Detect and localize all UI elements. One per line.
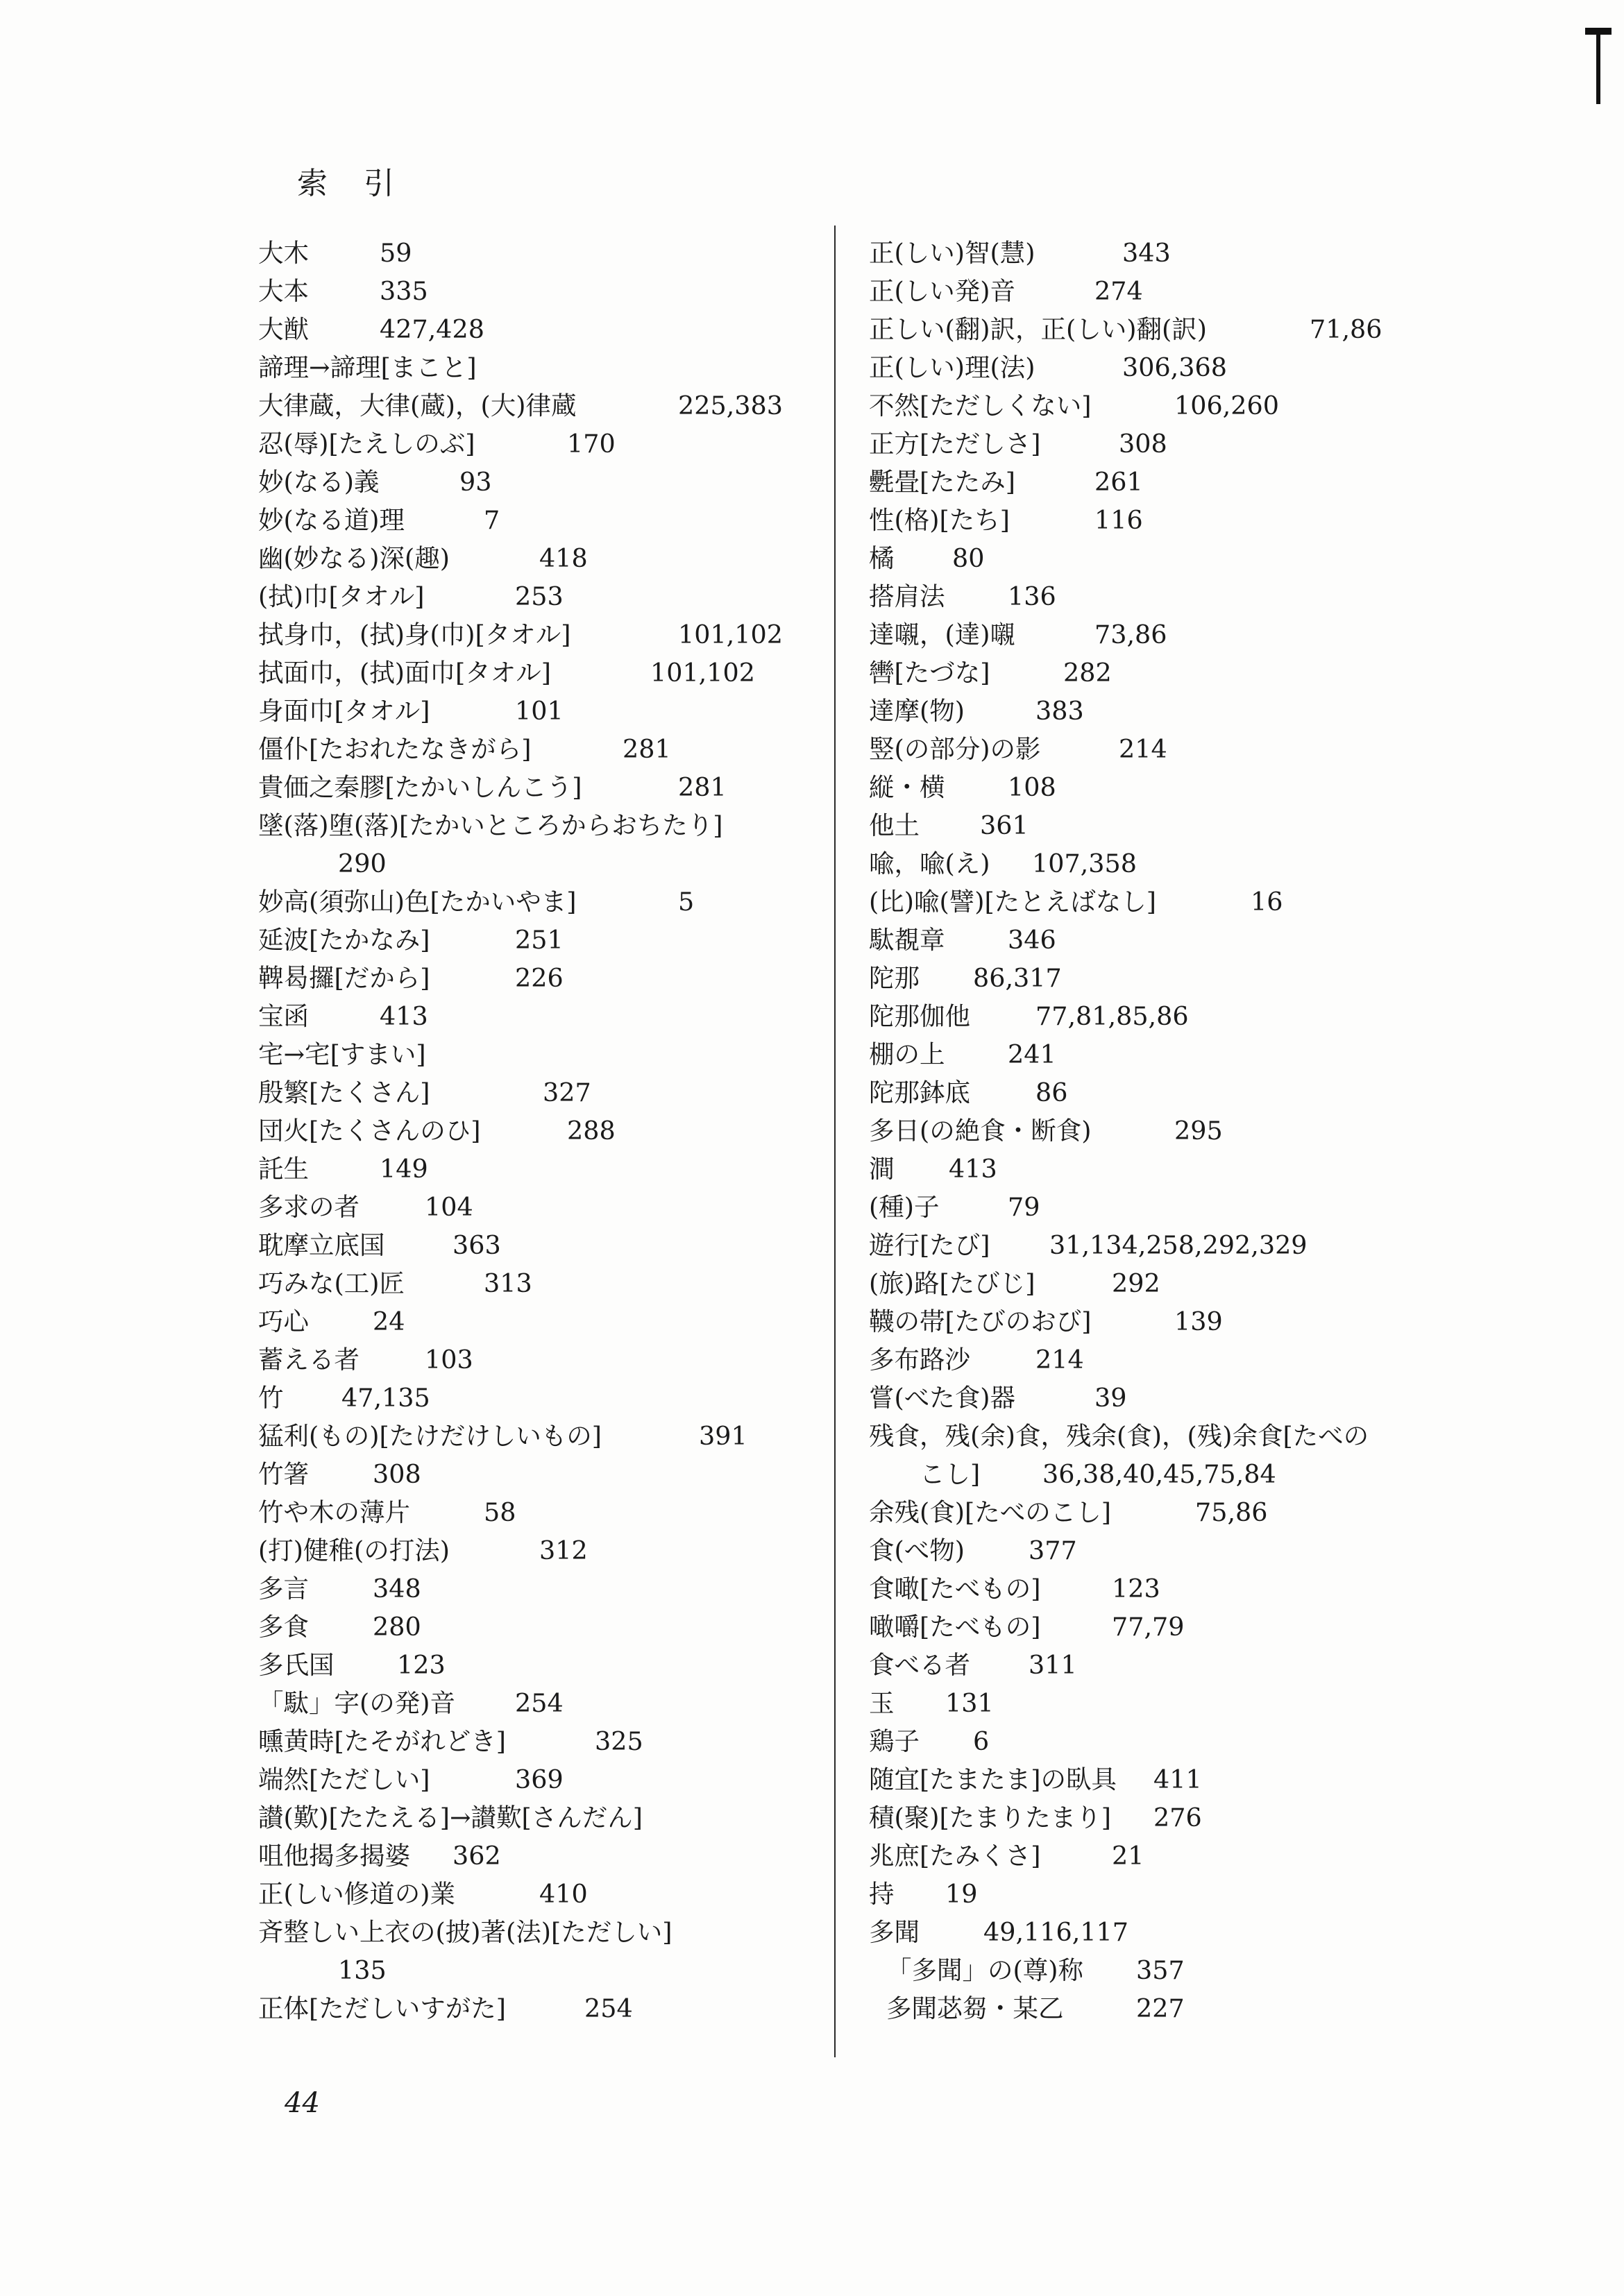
index-entry [258,1035,813,1073]
index-entry [869,844,1438,883]
index-entry [258,1226,813,1264]
page-reference: 369 [515,1764,564,1794]
page-reference: 312 [539,1536,588,1565]
index-term: 「多聞」の(尊)称 [886,1955,1083,1985]
index-entry [258,463,813,501]
page-reference: 254 [515,1688,564,1718]
page-reference: 325 [595,1726,643,1756]
page-reference: 391 [699,1421,747,1451]
index-term: 竹 [258,1383,284,1413]
page-reference: 71,86 [1310,314,1382,344]
index-entry [869,1531,1438,1570]
page-reference: 86 [1035,1078,1068,1107]
index-entry [258,883,813,921]
index-entry [258,1531,813,1570]
scan-edge-mark [1585,28,1612,35]
index-entry [258,844,813,883]
page-reference: 47,135 [341,1383,430,1413]
index-term: 食べる者 [869,1650,970,1680]
index-term: 澗 [869,1154,895,1184]
page-reference: 135 [338,1955,387,1985]
index-term: 拭面巾，(拭)面巾[タオル] [258,658,551,688]
index-term: 妙(なる道)理 [258,505,405,535]
page-reference: 107,358 [1032,849,1137,878]
page-reference: 7 [484,505,500,535]
index-entry [869,768,1438,806]
index-entry [869,883,1438,921]
index-term: 宅→宅[すまい] [258,1039,426,1069]
index-term: 多求の者 [258,1192,360,1222]
index-entry [258,1188,813,1226]
index-term: 縦・横 [869,772,945,802]
index-entry [869,1570,1438,1608]
scan-edge-mark [1596,28,1600,104]
index-entry [869,425,1438,463]
index-term: 大猷 [258,314,309,344]
index-entry [869,1035,1438,1073]
index-term: 残食，残(余)食，残余(食)，(残)余食[たべの [869,1421,1369,1451]
page-reference: 101,102 [650,658,755,688]
page-reference: 241 [1008,1039,1056,1069]
page-number: 44 [285,2087,320,2119]
page-reference: 49,116,117 [983,1917,1128,1947]
index-term: 斉整しい上衣の(披)著(法)[ただしい] [258,1917,673,1947]
index-entry [869,997,1438,1035]
index-term: 氎畳[たたみ] [869,467,1015,497]
column-divider [834,226,836,2057]
page-reference: 306,368 [1122,352,1227,382]
index-term: 多布路沙 [869,1345,970,1375]
page-reference: 116 [1094,505,1143,535]
index-term: 他土 [869,810,920,840]
page-reference: 104 [425,1192,473,1222]
index-entry [258,1417,813,1455]
page-reference: 226 [515,963,564,993]
page-reference: 261 [1094,467,1143,497]
page-reference: 348 [373,1574,421,1604]
index-term: (種)子 [869,1192,940,1222]
index-term: 鞞曷攞[だから] [258,963,430,993]
page-reference: 361 [980,810,1029,840]
page-reference: 6 [973,1726,990,1756]
page-reference: 123 [397,1650,446,1680]
index-entry [258,272,813,310]
index-entry [869,1684,1438,1722]
index-term: 端然[ただしい] [258,1764,430,1794]
index-term: 陀那 [869,963,920,993]
index-entry [869,1646,1438,1684]
page-reference: 253 [515,581,564,611]
page-reference: 308 [373,1459,421,1489]
page-reference: 410 [539,1879,588,1909]
index-term: 猛利(もの)[たけだけしいもの] [258,1421,602,1451]
page-reference: 86,317 [973,963,1062,993]
index-entry [869,1913,1438,1951]
index-term: 讃(歎)[たたえる]→讃歎[さんだん] [258,1803,643,1832]
index-term: 曛黄時[たそがれどき] [258,1726,506,1756]
index-term: (旅)路[たびじ] [869,1268,1035,1298]
page-reference: 282 [1063,658,1112,688]
index-term: 正(しい発)音 [869,276,1015,306]
page-reference: 311 [1029,1650,1077,1680]
index-entry [258,806,813,844]
index-entry [869,1264,1438,1302]
index-entry [869,501,1438,539]
page-reference: 254 [584,1993,633,2023]
index-entry [258,348,813,386]
index-entry [869,1493,1438,1531]
index-term: 駄覩章 [869,925,945,955]
page-reference: 313 [484,1268,532,1298]
index-term: 墜(落)堕(落)[たかいところからおちたり] [258,810,723,840]
index-term: 蓄える者 [258,1345,360,1375]
page-reference: 103 [425,1345,473,1375]
index-entry [869,234,1438,272]
index-entry [869,806,1438,844]
page-reference: 108 [1008,772,1056,802]
page-reference: 136 [1008,581,1056,611]
page-reference: 16 [1251,887,1283,917]
index-term: 拭身巾，(拭)身(巾)[タオル] [258,620,571,649]
page-reference: 251 [515,925,564,955]
page-reference: 79 [1008,1192,1040,1222]
index-entry [258,1722,813,1760]
page-reference: 36,38,40,45,75,84 [1042,1459,1276,1489]
index-entry [258,1608,813,1646]
page-reference: 5 [678,887,695,917]
index-term: 多聞苾芻・某乙 [886,1993,1064,2023]
page-reference: 413 [949,1154,997,1184]
page-reference: 383 [1035,696,1084,726]
index-column-left [258,234,813,2027]
page-header: 索引 [297,166,430,201]
index-term: 竹箸 [258,1459,309,1489]
index-term: こし] [869,1459,981,1489]
index-entry [869,348,1438,386]
index-term: 多氏国 [258,1650,335,1680]
index-term: 妙(なる)義 [258,467,380,497]
index-term: 達嚫，(達)嚫 [869,620,1015,649]
index-term: 巧みな(工)匠 [258,1268,405,1298]
page-reference: 295 [1174,1116,1223,1146]
index-entry [258,425,813,463]
page-reference: 335 [380,276,428,306]
index-term: 玉 [869,1688,895,1718]
index-entry [258,997,813,1035]
index-term: 正(しい)智(慧) [869,238,1035,268]
index-entry [869,692,1438,730]
index-entry [869,1760,1438,1798]
index-entry [869,1989,1438,2027]
page-reference: 290 [338,849,387,878]
index-entry [869,1112,1438,1150]
index-entry [869,577,1438,615]
index-entry [258,1264,813,1302]
index-term: 積(聚)[たまりたまり] [869,1803,1111,1832]
index-term: 殷繁[たくさん] [258,1078,430,1107]
index-entry [869,386,1438,425]
index-entry [258,1455,813,1493]
index-entry [869,272,1438,310]
page-reference: 413 [380,1001,428,1031]
page-reference: 281 [623,734,671,764]
index-term: 耽摩立底国 [258,1230,385,1260]
page-reference: 24 [373,1307,405,1336]
page-reference: 327 [543,1078,591,1107]
index-entry [258,1073,813,1112]
page-reference: 39 [1094,1383,1127,1413]
index-entry [258,1951,813,1989]
index-term: 轡[たづな] [869,658,990,688]
index-entry [869,1188,1438,1226]
index-term: 多聞 [869,1917,920,1947]
index-entry [258,654,813,692]
index-term: 身面巾[タオル] [258,696,430,726]
index-entry [258,1875,813,1913]
page-reference: 280 [373,1612,421,1642]
index-term: 諦理→諦理[まこと] [258,352,477,382]
index-entry [258,1379,813,1417]
page-reference: 19 [945,1879,978,1909]
page-reference: 139 [1174,1307,1223,1336]
index-column-right [869,234,1438,2027]
page-reference: 21 [1112,1841,1144,1871]
index-term: 多日(の絶食・断食) [869,1116,1092,1146]
index-term: 貴価之秦膠[たかいしんこう] [258,772,582,802]
index-entry [258,1684,813,1722]
page-reference: 123 [1112,1574,1160,1604]
index-entry [869,1608,1438,1646]
index-term: 陀那伽他 [869,1001,970,1031]
index-term: 正方[ただしさ] [869,429,1041,459]
index-entry [869,1302,1438,1341]
index-term: 宝函 [258,1001,309,1031]
index-entry [258,1302,813,1341]
index-entry [258,730,813,768]
index-term: 食噉[たべもの] [869,1574,1041,1604]
index-term: 達摩(物) [869,696,965,726]
page-reference: 362 [452,1841,501,1871]
page-reference: 75,86 [1195,1497,1268,1527]
page-reference: 131 [945,1688,994,1718]
page-reference: 292 [1112,1268,1160,1298]
page-reference: 363 [452,1230,501,1260]
page-reference: 93 [459,467,492,497]
index-entry [258,1150,813,1188]
index-entry [258,1989,813,2027]
index-term: 随宜[たまたま]の臥具 [869,1764,1117,1794]
page-reference: 427,428 [380,314,484,344]
index-entry [258,921,813,959]
index-term: 正(しい)理(法) [869,352,1035,382]
index-entry [869,1150,1438,1188]
index-term: 大木 [258,238,309,268]
index-entry [869,959,1438,997]
index-term: 竪(の部分)の影 [869,734,1041,764]
index-term: 僵仆[たおれたなきがら] [258,734,532,764]
index-entry [869,310,1438,348]
page-reference: 214 [1119,734,1167,764]
index-entry [869,730,1438,768]
index-entry [258,1837,813,1875]
index-entry [258,1760,813,1798]
index-term: (拭)巾[タオル] [258,581,425,611]
index-entry [258,386,813,425]
index-entry [258,234,813,272]
index-term: 喩，喩(え) [869,849,990,878]
page-reference: 77,79 [1112,1612,1185,1642]
index-term: 大律蔵，大律(蔵)，(大)律蔵 [258,391,577,420]
page-reference: 343 [1122,238,1171,268]
index-term: 韈の帯[たびのおび] [869,1307,1092,1336]
page-reference: 357 [1136,1955,1185,1985]
index-term: 持 [869,1879,895,1909]
index-entry [869,921,1438,959]
index-term: 多言 [258,1574,309,1604]
page-reference: 80 [952,543,985,573]
page-reference: 225,383 [678,391,783,420]
page-reference: 73,86 [1094,620,1167,649]
page-reference: 274 [1094,276,1143,306]
index-term: 兆庶[たみくさ] [869,1841,1041,1871]
page-reference: 58 [484,1497,516,1527]
page-reference: 170 [567,429,616,459]
index-entry [258,768,813,806]
index-term: 性(格)[たち] [869,505,1010,535]
index-term: 団火[たくさんのひ] [258,1116,481,1146]
index-entry [869,1226,1438,1264]
page-reference: 308 [1119,429,1167,459]
index-entry [869,1951,1438,1989]
index-entry [258,692,813,730]
index-term: 大本 [258,276,309,306]
page-reference: 288 [567,1116,616,1146]
index-term: 幽(妙なる)深(趣) [258,543,450,573]
index-entry [258,1646,813,1684]
index-entry [869,1379,1438,1417]
page-reference: 31,134,258,292,329 [1049,1230,1308,1260]
index-term: 正しい(翻)訳，正(しい)翻(訳) [869,314,1207,344]
index-term: 妙高(須弥山)色[たかいやま] [258,887,577,917]
index-term: 「駄」字(の発)音 [258,1688,455,1718]
index-entry [258,539,813,577]
index-term: 食(べ物) [869,1536,965,1565]
index-entry [869,1875,1438,1913]
page-reference: 411 [1153,1764,1202,1794]
index-entry [869,539,1438,577]
index-entry [869,1455,1438,1493]
index-term: 鶏子 [869,1726,920,1756]
index-entry [869,1341,1438,1379]
index-entry [258,959,813,997]
index-term: 嘗(べた食)器 [869,1383,1015,1413]
index-entry [869,463,1438,501]
index-term: 正(しい修道の)業 [258,1879,455,1909]
index-term: 不然[ただしくない] [869,391,1092,420]
page-reference: 418 [539,543,588,573]
index-entry [258,1913,813,1951]
page-reference: 227 [1136,1993,1185,2023]
index-entry [869,1073,1438,1112]
index-entry [869,1837,1438,1875]
page-reference: 59 [380,238,412,268]
index-entry [258,1341,813,1379]
index-term: 託生 [258,1154,309,1184]
index-term: 多食 [258,1612,309,1642]
index-term: 忍(辱)[たえしのぶ] [258,429,475,459]
page-reference: 106,260 [1174,391,1279,420]
index-term: 延波[たかなみ] [258,925,430,955]
index-entry [869,1722,1438,1760]
index-term: 余残(食)[たべのこし] [869,1497,1111,1527]
page-reference: 77,81,85,86 [1035,1001,1189,1031]
index-entry [258,1493,813,1531]
index-entry [258,1798,813,1837]
index-term: (打)健稚(の打法) [258,1536,450,1565]
page-reference: 101 [515,696,564,726]
index-entry [258,1112,813,1150]
index-term: 遊行[たび] [869,1230,990,1260]
page-reference: 346 [1008,925,1056,955]
page-reference: 101,102 [678,620,783,649]
index-term: 巧心 [258,1307,309,1336]
index-entry [258,615,813,654]
index-entry [258,577,813,615]
index-term: 棚の上 [869,1039,945,1069]
index-term: 咀他揭多揭婆 [258,1841,410,1871]
index-entry [869,654,1438,692]
index-entry [258,501,813,539]
index-term: 正体[ただしいすがた] [258,1993,506,2023]
index-term: (比)喩(譬)[たとえばなし] [869,887,1156,917]
index-term: 橘 [869,543,895,573]
index-entry [869,1798,1438,1837]
index-entry [869,1417,1438,1455]
page-reference: 276 [1153,1803,1202,1832]
index-term: 噉嚼[たべもの] [869,1612,1041,1642]
page-reference: 214 [1035,1345,1084,1375]
index-entry [258,310,813,348]
page-reference: 281 [678,772,727,802]
index-term: 竹や木の薄片 [258,1497,410,1527]
index-entry [869,615,1438,654]
page-reference: 149 [380,1154,428,1184]
index-term: 陀那鉢底 [869,1078,970,1107]
page-reference: 377 [1029,1536,1077,1565]
index-term: 搭肩法 [869,581,945,611]
index-entry [258,1570,813,1608]
